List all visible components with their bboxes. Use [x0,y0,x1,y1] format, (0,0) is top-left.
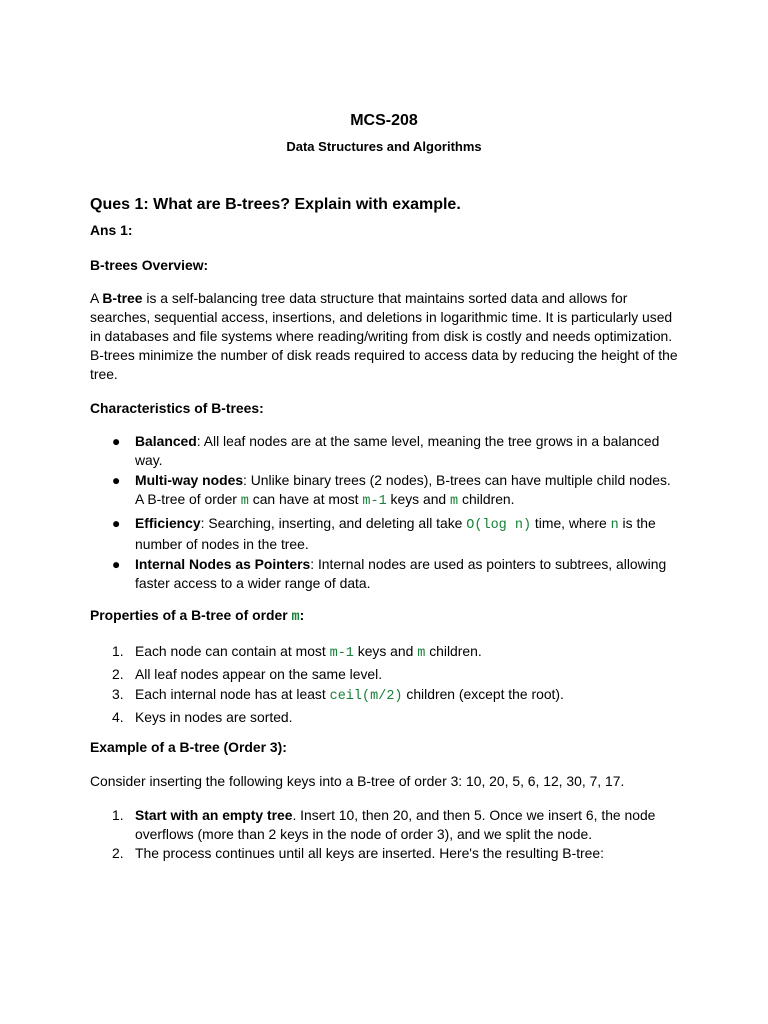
list-item [90,685,680,706]
item-term: Efficiency [135,515,201,531]
overview-text: is a self-balancing tree data structure that maintains sorted data and allows for searches, sequential access, insertions, and deletions in logarithmic time. It is particularly used in databases and file systems where reading/writing from disk is costly and needs optimization. B-trees minimize the number of disk reads required to access data by reducing the height of the tree. [90,290,678,382]
inline-code: m [417,646,426,661]
item-text: children. [458,491,515,507]
overview-heading: B-trees Overview: [90,257,209,273]
example-intro: Consider inserting the following keys into a B-tree of order 3: 10, 20, 5, 6, 12, 30, 7, 17. [90,773,625,789]
inline-code: m-1 [329,646,354,661]
list-item [90,844,680,863]
item-text: time, where [531,515,611,531]
inline-code: m-1 [362,494,387,509]
item-text: The process continues until all keys are inserted. Here's the resulting B-tree: [135,845,604,861]
list-item [90,806,680,844]
bullet-icon: ● [112,556,121,572]
item-text: keys and [353,643,418,659]
list-number: 4. [112,709,124,725]
heading-text: Properties of a B-tree of order [90,607,292,623]
item-text: : Internal nodes are used as pointers to subtrees, allowing faster access to a wider range of data. [135,556,667,591]
item-text: : Unlike binary trees (2 nodes), B-trees can have multiple child nodes. A B-tree of order [135,472,671,507]
item-text: keys and [386,491,451,507]
overview-intro: A [90,290,103,306]
item-text: Each node can contain at most [135,643,330,659]
item-text: can have at most [248,491,363,507]
item-term: Start with an empty tree [135,807,293,823]
list-item [90,471,680,511]
item-text: children (except the root). [402,686,564,702]
item-text: children. [425,643,482,659]
inline-code: m [240,494,249,509]
example-heading: Example of a B-tree (Order 3): [90,739,287,755]
properties-heading [90,606,680,627]
characteristics-heading: Characteristics of B-trees: [90,400,264,416]
item-text: All leaf nodes appear on the same level. [135,666,383,682]
characteristics-list [90,432,680,593]
list-item [90,665,680,684]
list-item [90,514,680,554]
list-number: 1. [112,643,124,659]
answer-label: Ans 1: [90,222,133,238]
list-number: 2. [112,845,124,861]
item-text: is the number of nodes in the tree. [135,515,656,552]
list-item [90,432,680,470]
item-text: Each internal node has at least [135,686,330,702]
document-title: MCS-208 [350,112,418,129]
list-number: 3. [112,686,124,702]
list-item [90,555,680,593]
item-term: Balanced [135,433,197,449]
item-term: Multi-way nodes [135,472,244,488]
list-item [90,708,680,727]
bullet-icon: ● [112,515,121,531]
overview-paragraph [90,289,680,384]
item-text: . Insert 10, then 20, and then 5. Once we insert 6, the node overflows (more than 2 keys in the node of order 3), and we split the node. [135,807,656,842]
steps-list [90,806,680,863]
inline-code: ceil(m/2) [329,689,403,704]
inline-code: m [450,494,459,509]
heading-text: : [299,607,305,623]
overview-term: B-tree [102,290,143,306]
list-item [90,642,680,663]
bullet-icon: ● [112,472,121,488]
inline-code: m [291,610,300,625]
bullet-icon: ● [112,433,121,449]
item-text: Keys in nodes are sorted. [135,709,293,725]
document-subtitle: Data Structures and Algorithms [286,139,482,154]
item-text: : All leaf nodes are at the same level, meaning the tree grows in a balanced way. [135,433,660,468]
inline-code: n [610,518,619,533]
list-number: 1. [112,807,124,823]
question-heading: Ques 1: What are B-trees? Explain with example. [90,196,461,213]
item-term: Internal Nodes as Pointers [135,556,311,572]
inline-code: O(log n) [466,518,532,533]
list-number: 2. [112,666,124,682]
properties-list [90,642,680,727]
item-text: : Searching, inserting, and deleting all take [200,515,467,531]
